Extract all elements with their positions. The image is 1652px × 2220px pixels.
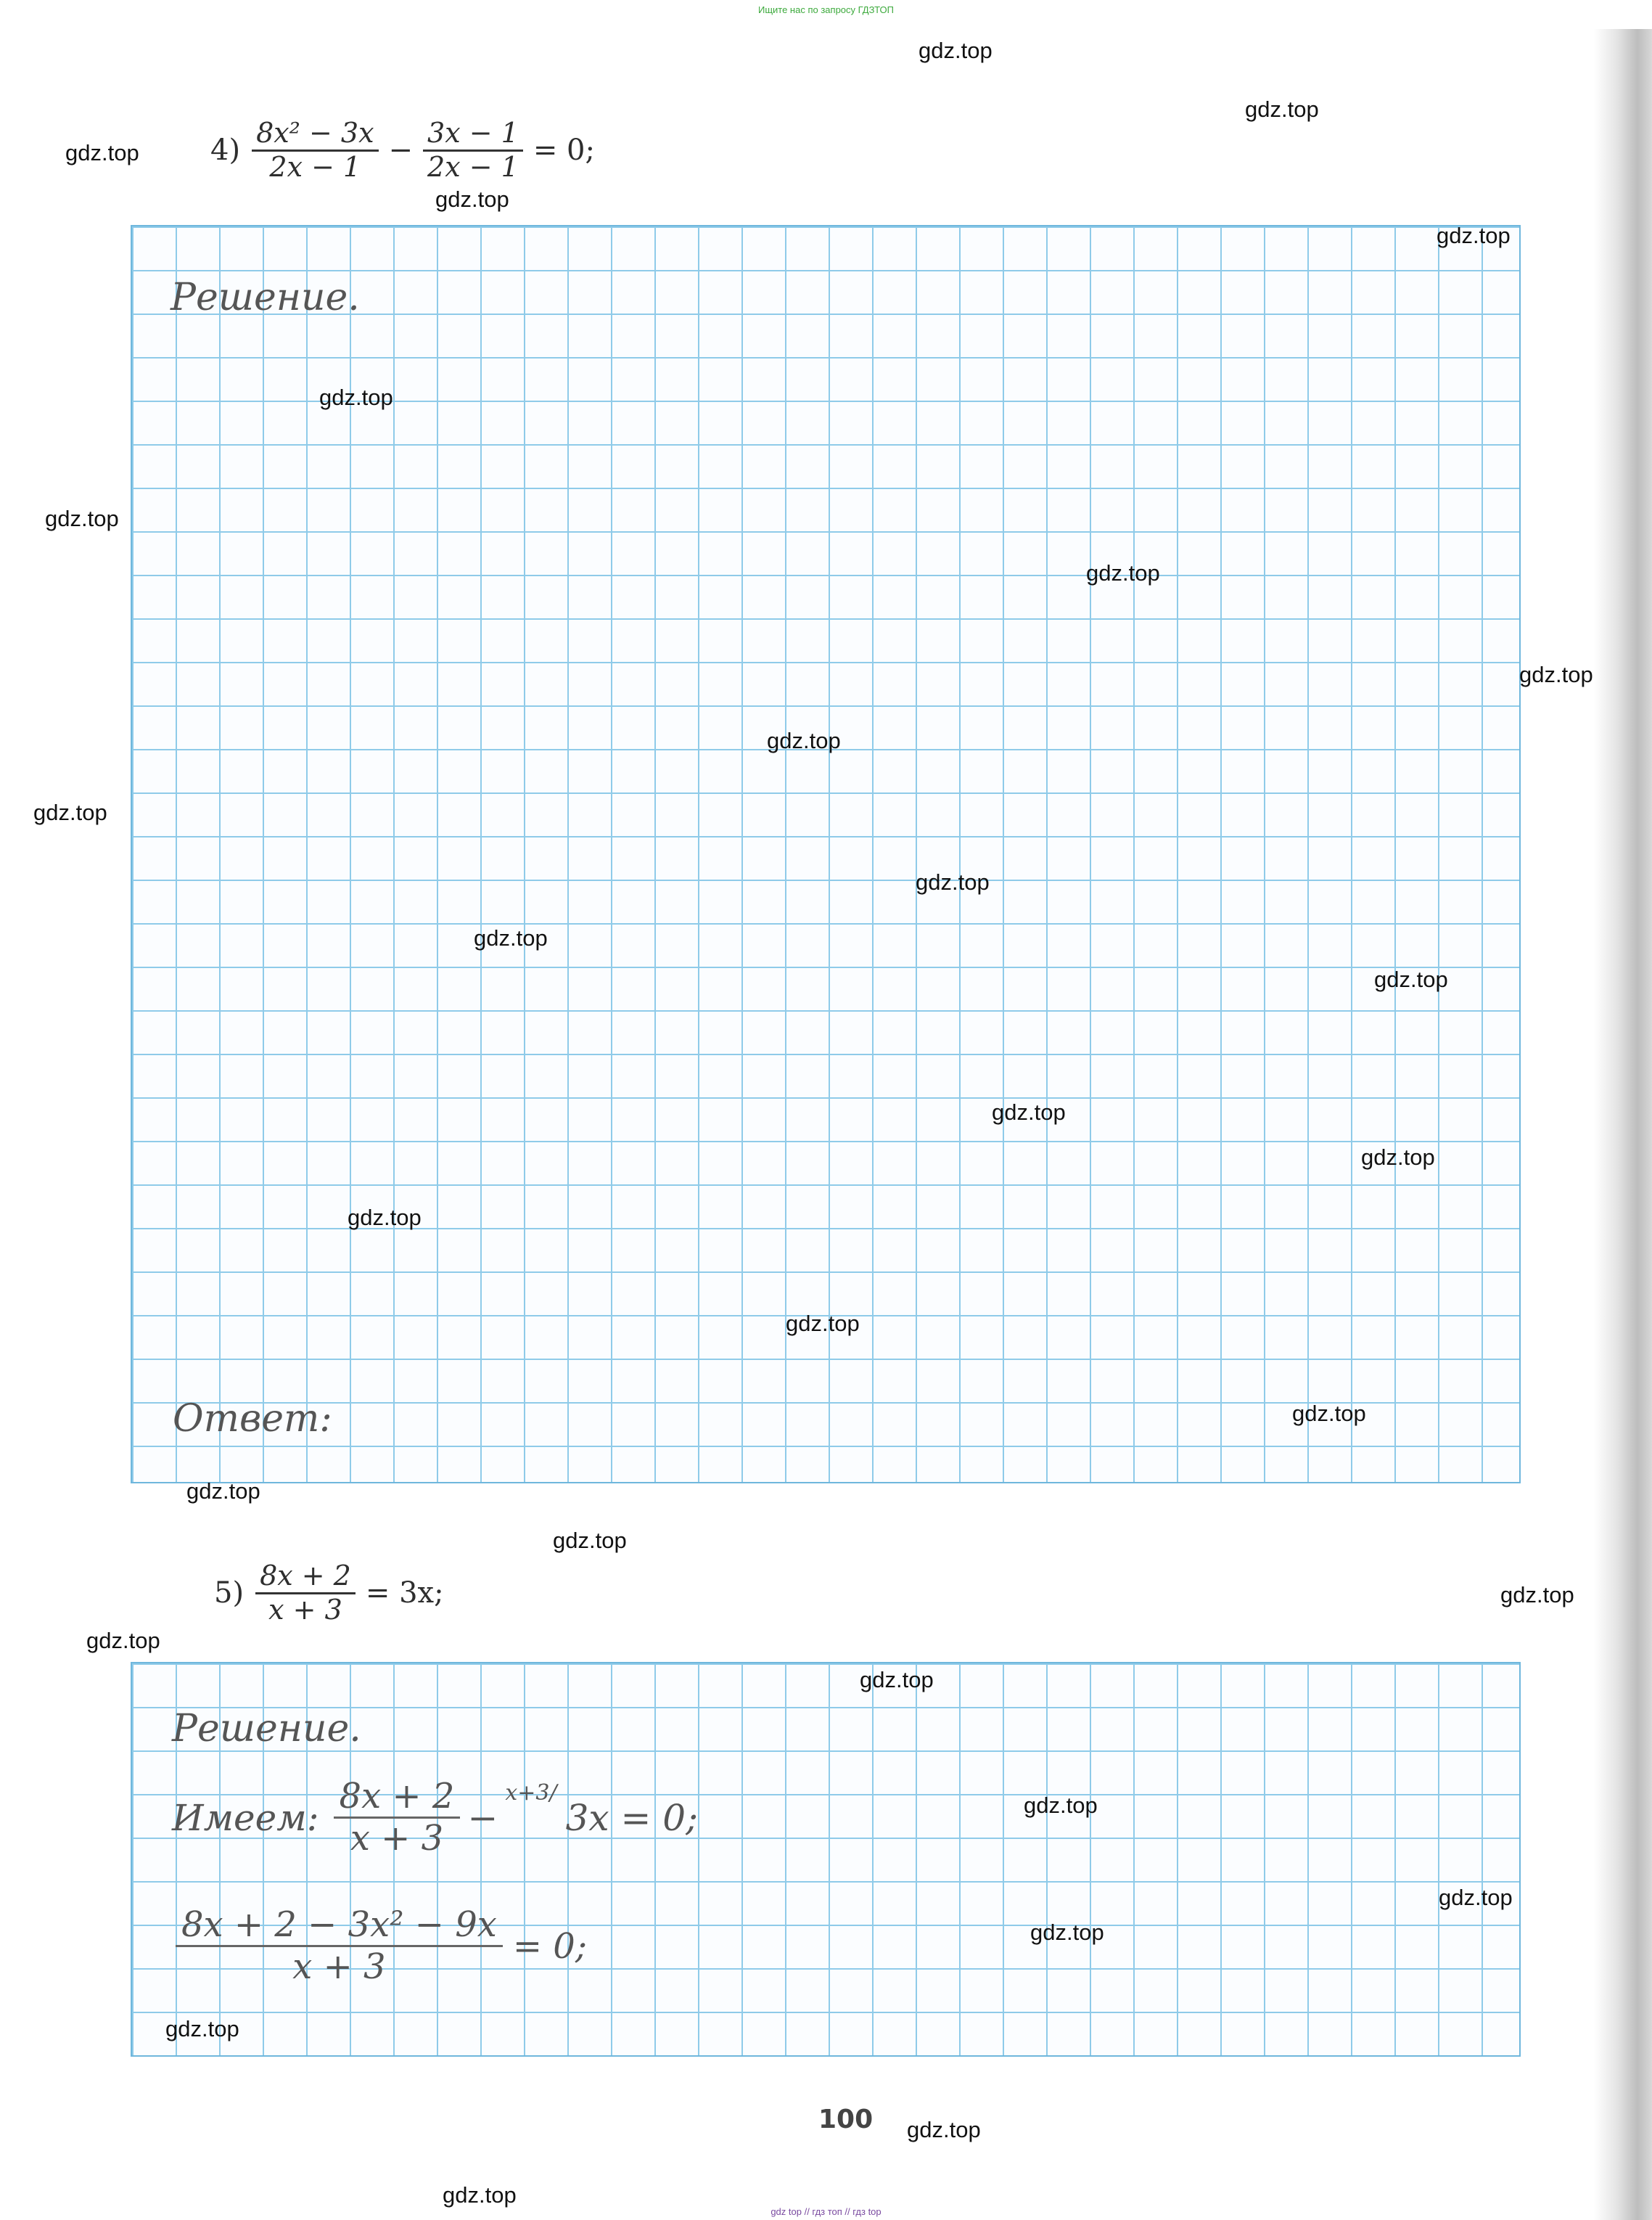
problem-4-fraction-2: [423, 118, 523, 183]
solution-4-answer-label: Ответ:: [173, 1397, 332, 1441]
watermark: gdz.top: [435, 187, 509, 212]
watermark: gdz.top: [33, 800, 107, 825]
watermark: gdz.top: [1086, 560, 1160, 586]
watermark: gdz.top: [1292, 1401, 1366, 1426]
watermark: gdz.top: [1374, 967, 1448, 992]
watermark: gdz.top: [45, 506, 119, 531]
solution-5-have-label: Имеем:: [172, 1796, 319, 1839]
solution-5-step-1-denominator: x + 3: [350, 1818, 444, 1859]
watermark: gdz.top: [348, 1205, 422, 1230]
footer-text: gdz top // гдз топ // гдз top: [770, 2206, 882, 2217]
solution-5-step-2-rhs: = 0;: [512, 1925, 587, 1967]
top-promo-text: Ищите нас по запросу ГДЗТОП: [757, 4, 894, 15]
watermark: gdz.top: [186, 1478, 260, 1504]
solution-5-step-2-denominator: x + 3: [292, 1946, 386, 1988]
watermark: gdz.top: [992, 1099, 1066, 1125]
solution-4-grid: [131, 225, 1521, 1483]
solution-5-step-1-factor: x+3/: [505, 1780, 557, 1806]
solution-5-step-2-fraction: [176, 1905, 503, 1987]
page-binding-shadow: [1594, 29, 1652, 2220]
watermark: gdz.top: [1030, 1920, 1104, 1945]
solution-5-step-2-numerator: 8x + 2 − 3x² − 9x: [176, 1905, 503, 1947]
problem-4-fraction-2-numerator: 3x − 1: [423, 118, 523, 152]
solution-5-heading: Решение.: [172, 1707, 361, 1750]
solution-5-step-1-rhs: 3x = 0;: [565, 1796, 698, 1839]
solution-5-step-1: [172, 1777, 698, 1859]
watermark: gdz.top: [786, 1311, 860, 1336]
watermark: gdz.top: [1245, 97, 1319, 122]
watermark: gdz.top: [1437, 223, 1511, 248]
problem-5-denominator: x + 3: [268, 1593, 342, 1626]
problem-5-fraction: [255, 1560, 356, 1626]
watermark: gdz.top: [907, 2117, 981, 2142]
watermark: gdz.top: [916, 869, 990, 895]
problem-4-number: 4): [210, 134, 241, 168]
problem-4-fraction-1: [252, 118, 378, 183]
problem-4-rhs: = 0;: [533, 134, 595, 168]
watermark: gdz.top: [919, 38, 993, 63]
problem-4-fraction-1-denominator: 2x − 1: [269, 150, 361, 183]
solution-5-step-2: [176, 1905, 587, 1987]
problem-4-minus: −: [388, 134, 414, 168]
watermark: gdz.top: [165, 2016, 239, 2041]
solution-5-step-1-numerator: 8x + 2: [334, 1777, 461, 1819]
watermark: gdz.top: [86, 1628, 160, 1653]
watermark: gdz.top: [1519, 662, 1593, 687]
watermark: gdz.top: [860, 1667, 934, 1692]
watermark: gdz.top: [474, 925, 548, 951]
problem-4-fraction-2-denominator: 2x − 1: [427, 150, 519, 183]
watermark: gdz.top: [1439, 1885, 1513, 1910]
page-number: 100: [818, 2105, 874, 2134]
watermark: gdz.top: [553, 1528, 627, 1553]
problem-5: [214, 1560, 454, 1626]
watermark: gdz.top: [443, 2182, 517, 2208]
watermark: gdz.top: [767, 728, 841, 753]
watermark: gdz.top: [1361, 1144, 1435, 1170]
problem-5-rhs: = 3x;: [365, 1576, 444, 1610]
solution-5-step-1-minus: −: [467, 1796, 498, 1839]
solution-4-heading: Решение.: [170, 276, 360, 319]
problem-4: [210, 118, 605, 183]
problem-5-numerator: 8x + 2: [255, 1560, 356, 1594]
watermark: gdz.top: [1024, 1793, 1098, 1818]
problem-5-number: 5): [214, 1576, 244, 1610]
solution-5-step-1-fraction: [334, 1777, 461, 1859]
watermark: gdz.top: [65, 140, 139, 165]
problem-4-fraction-1-numerator: 8x² − 3x: [252, 118, 378, 152]
watermark: gdz.top: [1500, 1582, 1574, 1607]
watermark: gdz.top: [319, 385, 393, 410]
